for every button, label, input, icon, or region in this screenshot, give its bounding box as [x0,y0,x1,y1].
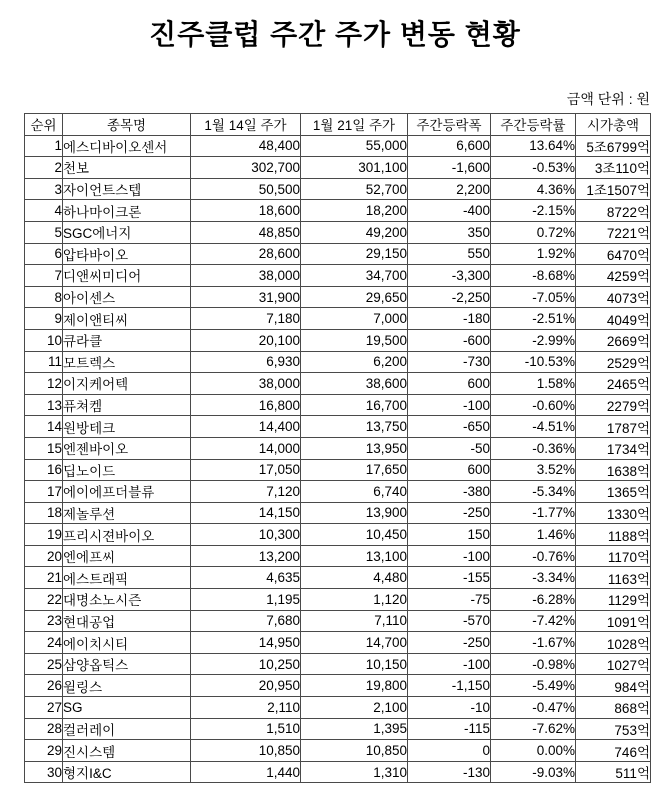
rank-cell: 23 [25,610,63,632]
change-amount-cell: -10 [408,697,491,719]
change-amount-cell: 600 [408,459,491,481]
change-amount-cell: -3,300 [408,265,491,287]
column-header: 종목명 [63,114,191,136]
market-cap-cell: 746억 [576,740,651,762]
table-row [25,157,651,179]
change-amount-cell: -100 [408,394,491,416]
column-header: 시가총액 [576,114,651,136]
stock-name-cell: 천보 [63,157,191,179]
price-jan21-cell: 18,200 [301,200,408,222]
stock-name-cell: 진시스템 [63,740,191,762]
table-header-row [25,114,651,136]
change-rate-cell: -0.76% [491,545,576,567]
change-rate-cell: 3.52% [491,459,576,481]
change-rate-cell: -1.67% [491,632,576,654]
rank-cell: 10 [25,329,63,351]
table-row [25,329,651,351]
change-rate-cell: 0.72% [491,221,576,243]
change-rate-cell: -2.51% [491,308,576,330]
change-rate-cell: -5.34% [491,481,576,503]
table-row [25,351,651,373]
change-rate-cell: -7.62% [491,718,576,740]
rank-cell: 25 [25,653,63,675]
stock-name-cell: 압타바이오 [63,243,191,265]
market-cap-cell: 1734억 [576,437,651,459]
change-rate-cell: -0.60% [491,394,576,416]
market-cap-cell: 4259억 [576,265,651,287]
column-header: 1월 14일 주가 [191,114,301,136]
change-rate-cell: -7.42% [491,610,576,632]
change-amount-cell: -130 [408,761,491,783]
price-jan14-cell: 14,150 [191,502,301,524]
table-row [25,761,651,783]
table-row [25,524,651,546]
table-row [25,437,651,459]
price-jan21-cell: 49,200 [301,221,408,243]
price-jan21-cell: 19,800 [301,675,408,697]
price-jan14-cell: 1,510 [191,718,301,740]
price-jan21-cell: 1,310 [301,761,408,783]
price-jan14-cell: 16,800 [191,394,301,416]
price-jan21-cell: 301,100 [301,157,408,179]
price-jan21-cell: 6,740 [301,481,408,503]
change-amount-cell: 0 [408,740,491,762]
price-jan14-cell: 18,600 [191,200,301,222]
table-row [25,286,651,308]
change-amount-cell: 600 [408,373,491,395]
change-rate-cell: -0.98% [491,653,576,675]
price-jan14-cell: 4,635 [191,567,301,589]
rank-cell: 15 [25,437,63,459]
price-jan14-cell: 7,180 [191,308,301,330]
change-rate-cell: 4.36% [491,178,576,200]
change-rate-cell: 0.00% [491,740,576,762]
price-jan14-cell: 48,400 [191,135,301,157]
stock-name-cell: 에이치시티 [63,632,191,654]
table-row [25,308,651,330]
change-rate-cell: -2.99% [491,329,576,351]
rank-cell: 17 [25,481,63,503]
change-rate-cell: -7.05% [491,286,576,308]
rank-cell: 6 [25,243,63,265]
rank-cell: 1 [25,135,63,157]
rank-cell: 16 [25,459,63,481]
price-jan14-cell: 20,950 [191,675,301,697]
table-row [25,481,651,503]
change-amount-cell: 550 [408,243,491,265]
table-row [25,653,651,675]
market-cap-cell: 868억 [576,697,651,719]
change-rate-cell: -3.34% [491,567,576,589]
price-jan14-cell: 13,200 [191,545,301,567]
market-cap-cell: 1조1507억 [576,178,651,200]
stock-name-cell: 퓨쳐켐 [63,394,191,416]
price-jan21-cell: 34,700 [301,265,408,287]
change-amount-cell: -1,600 [408,157,491,179]
stock-name-cell: SG [63,697,191,719]
price-jan21-cell: 7,000 [301,308,408,330]
table-row [25,178,651,200]
table-row [25,394,651,416]
rank-cell: 9 [25,308,63,330]
market-cap-cell: 1091억 [576,610,651,632]
rank-cell: 2 [25,157,63,179]
table-row [25,135,651,157]
rank-cell: 26 [25,675,63,697]
rank-cell: 8 [25,286,63,308]
table-row [25,589,651,611]
price-jan21-cell: 13,100 [301,545,408,567]
stock-name-cell: 삼양옵틱스 [63,653,191,675]
market-cap-cell: 1787억 [576,416,651,438]
market-cap-cell: 2465억 [576,373,651,395]
market-cap-cell: 3조110억 [576,157,651,179]
stock-name-cell: 제이앤티씨 [63,308,191,330]
rank-cell: 7 [25,265,63,287]
price-jan21-cell: 7,110 [301,610,408,632]
change-amount-cell: -1,150 [408,675,491,697]
table-row [25,243,651,265]
market-cap-cell: 1188억 [576,524,651,546]
change-rate-cell: -0.53% [491,157,576,179]
price-jan14-cell: 7,120 [191,481,301,503]
table-row [25,740,651,762]
table-row [25,567,651,589]
stock-name-cell: 하나마이크론 [63,200,191,222]
market-cap-cell: 8722억 [576,200,651,222]
price-jan21-cell: 13,900 [301,502,408,524]
change-amount-cell: -50 [408,437,491,459]
stock-name-cell: 프리시젼바이오 [63,524,191,546]
stock-name-cell: 원방테크 [63,416,191,438]
rank-cell: 3 [25,178,63,200]
change-amount-cell: 350 [408,221,491,243]
stock-name-cell: 대명소노시즌 [63,589,191,611]
change-amount-cell: -400 [408,200,491,222]
stock-name-cell: 자이언트스텝 [63,178,191,200]
change-amount-cell: 2,200 [408,178,491,200]
rank-cell: 21 [25,567,63,589]
price-jan21-cell: 19,500 [301,329,408,351]
rank-cell: 30 [25,761,63,783]
stock-name-cell: 형지I&C [63,761,191,783]
price-jan14-cell: 6,930 [191,351,301,373]
table-row [25,675,651,697]
change-rate-cell: -0.36% [491,437,576,459]
price-jan21-cell: 1,395 [301,718,408,740]
market-cap-cell: 753억 [576,718,651,740]
price-jan14-cell: 7,680 [191,610,301,632]
table-row [25,718,651,740]
market-cap-cell: 1170억 [576,545,651,567]
stock-name-cell: 윌링스 [63,675,191,697]
price-jan21-cell: 10,150 [301,653,408,675]
stock-name-cell: 아이센스 [63,286,191,308]
price-jan21-cell: 29,150 [301,243,408,265]
change-rate-cell: -2.15% [491,200,576,222]
rank-cell: 11 [25,351,63,373]
change-amount-cell: -730 [408,351,491,373]
market-cap-cell: 1638억 [576,459,651,481]
change-amount-cell: -75 [408,589,491,611]
change-amount-cell: -2,250 [408,286,491,308]
stock-name-cell: 에이에프더블류 [63,481,191,503]
column-header: 주간등락폭 [408,114,491,136]
rank-cell: 13 [25,394,63,416]
change-rate-cell: -9.03% [491,761,576,783]
stock-name-cell: 컬러레이 [63,718,191,740]
market-cap-cell: 1129억 [576,589,651,611]
rank-cell: 27 [25,697,63,719]
unit-note: 금액 단위 : 원 [566,91,650,107]
price-jan21-cell: 14,700 [301,632,408,654]
market-cap-cell: 2529억 [576,351,651,373]
stock-name-cell: 모트렉스 [63,351,191,373]
market-cap-cell: 2279억 [576,394,651,416]
market-cap-cell: 1027억 [576,653,651,675]
page-title: 진주클럽 주간 주가 변동 현황 [149,19,521,50]
price-jan14-cell: 48,850 [191,221,301,243]
stock-name-cell: 이지케어텍 [63,373,191,395]
change-rate-cell: -4.51% [491,416,576,438]
stock-name-cell: 제놀루션 [63,502,191,524]
rank-cell: 4 [25,200,63,222]
rank-cell: 29 [25,740,63,762]
price-jan21-cell: 2,100 [301,697,408,719]
price-jan14-cell: 1,440 [191,761,301,783]
price-jan14-cell: 14,950 [191,632,301,654]
table-row [25,459,651,481]
price-jan14-cell: 302,700 [191,157,301,179]
market-cap-cell: 4049억 [576,308,651,330]
price-jan21-cell: 17,650 [301,459,408,481]
change-amount-cell: -570 [408,610,491,632]
price-jan14-cell: 10,850 [191,740,301,762]
change-rate-cell: -0.47% [491,697,576,719]
price-jan14-cell: 10,300 [191,524,301,546]
market-cap-cell: 1330억 [576,502,651,524]
column-header: 주간등락률 [491,114,576,136]
price-jan14-cell: 20,100 [191,329,301,351]
table-row [25,200,651,222]
change-amount-cell: 6,600 [408,135,491,157]
rank-cell: 18 [25,502,63,524]
stock-name-cell: 엔젠바이오 [63,437,191,459]
change-rate-cell: 13.64% [491,135,576,157]
price-jan21-cell: 4,480 [301,567,408,589]
weekly-stock-table [24,113,651,783]
market-cap-cell: 7221억 [576,221,651,243]
table-row [25,416,651,438]
rank-cell: 20 [25,545,63,567]
table-row [25,545,651,567]
rank-cell: 24 [25,632,63,654]
rank-cell: 19 [25,524,63,546]
change-amount-cell: -155 [408,567,491,589]
price-jan21-cell: 55,000 [301,135,408,157]
change-amount-cell: 150 [408,524,491,546]
column-header: 1월 21일 주가 [301,114,408,136]
price-jan21-cell: 38,600 [301,373,408,395]
change-rate-cell: -6.28% [491,589,576,611]
price-jan14-cell: 38,000 [191,373,301,395]
change-rate-cell: -1.77% [491,502,576,524]
market-cap-cell: 4073억 [576,286,651,308]
price-jan14-cell: 2,110 [191,697,301,719]
price-jan21-cell: 10,850 [301,740,408,762]
market-cap-cell: 1028억 [576,632,651,654]
price-jan14-cell: 17,050 [191,459,301,481]
change-amount-cell: -100 [408,653,491,675]
price-jan14-cell: 50,500 [191,178,301,200]
table-row [25,373,651,395]
change-rate-cell: -8.68% [491,265,576,287]
table-row [25,502,651,524]
price-jan14-cell: 1,195 [191,589,301,611]
change-amount-cell: -115 [408,718,491,740]
change-amount-cell: -180 [408,308,491,330]
change-amount-cell: -250 [408,632,491,654]
market-cap-cell: 2669억 [576,329,651,351]
price-jan21-cell: 29,650 [301,286,408,308]
price-jan21-cell: 52,700 [301,178,408,200]
market-cap-cell: 5조6799억 [576,135,651,157]
rank-cell: 14 [25,416,63,438]
stock-name-cell: 엔에프씨 [63,545,191,567]
market-cap-cell: 6470억 [576,243,651,265]
change-rate-cell: 1.92% [491,243,576,265]
change-rate-cell: -5.49% [491,675,576,697]
price-jan14-cell: 28,600 [191,243,301,265]
market-cap-cell: 1163억 [576,567,651,589]
table-row [25,265,651,287]
table-row [25,610,651,632]
price-jan21-cell: 13,750 [301,416,408,438]
rank-cell: 22 [25,589,63,611]
table-row [25,632,651,654]
table-row [25,221,651,243]
rank-cell: 5 [25,221,63,243]
stock-name-cell: 큐라클 [63,329,191,351]
stock-name-cell: 현대공업 [63,610,191,632]
change-amount-cell: -650 [408,416,491,438]
change-amount-cell: -600 [408,329,491,351]
stock-name-cell: SGC에너지 [63,221,191,243]
price-jan14-cell: 10,250 [191,653,301,675]
change-rate-cell: 1.46% [491,524,576,546]
change-amount-cell: -100 [408,545,491,567]
price-jan21-cell: 6,200 [301,351,408,373]
market-cap-cell: 984억 [576,675,651,697]
stock-name-cell: 에스트래픽 [63,567,191,589]
stock-name-cell: 딥노이드 [63,459,191,481]
change-rate-cell: -10.53% [491,351,576,373]
price-jan14-cell: 14,400 [191,416,301,438]
market-cap-cell: 511억 [576,761,651,783]
price-jan14-cell: 31,900 [191,286,301,308]
price-jan21-cell: 1,120 [301,589,408,611]
change-amount-cell: -380 [408,481,491,503]
price-jan14-cell: 14,000 [191,437,301,459]
price-jan21-cell: 13,950 [301,437,408,459]
column-header: 순위 [25,114,63,136]
table-row [25,697,651,719]
table-body [25,135,651,783]
price-jan21-cell: 16,700 [301,394,408,416]
rank-cell: 28 [25,718,63,740]
stock-name-cell: 디앤씨미디어 [63,265,191,287]
price-jan21-cell: 10,450 [301,524,408,546]
change-rate-cell: 1.58% [491,373,576,395]
price-jan14-cell: 38,000 [191,265,301,287]
stock-name-cell: 에스디바이오센서 [63,135,191,157]
rank-cell: 12 [25,373,63,395]
change-amount-cell: -250 [408,502,491,524]
market-cap-cell: 1365억 [576,481,651,503]
